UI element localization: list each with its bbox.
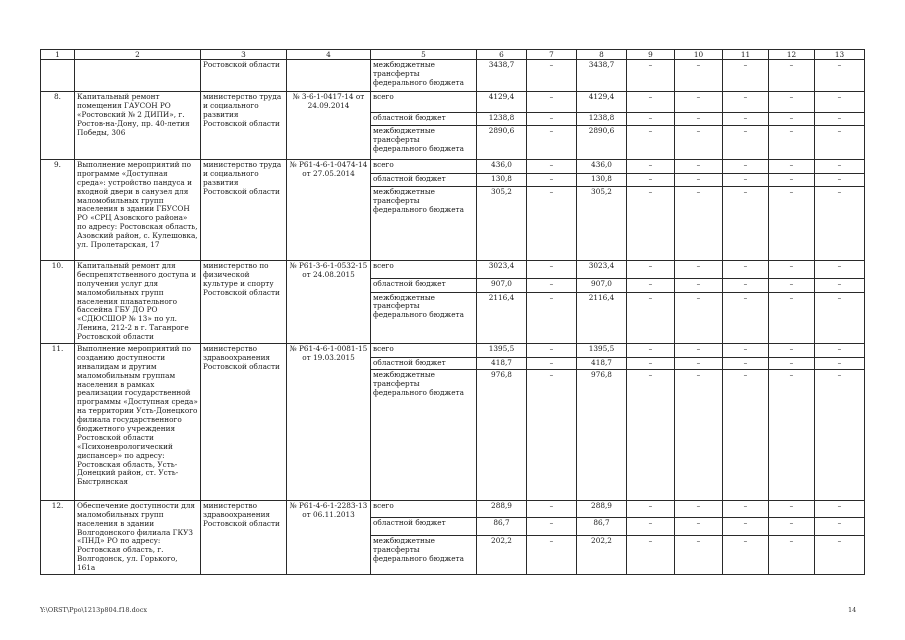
object-name: Обеспечение доступности для маломобильных групп населения в здании Волгодонского филиала ГКУЗ «ПНД» РО по адресу: Ростовская область, г. Волгодонск, ул. Горького, 161а [75,500,201,574]
funding-source: областной бюджет [371,113,477,126]
dash-cell: – [769,187,815,261]
dash-cell: – [627,358,675,370]
dash-cell: – [815,126,865,160]
funding-source: всего [371,160,477,174]
dash-cell: – [723,278,769,292]
column-number: 3 [201,50,287,60]
row-number: 9. [41,160,75,261]
dash-cell: – [769,292,815,344]
dash-cell: – [527,344,577,358]
amount: 4129,4 [577,92,627,113]
ministry: министерство труда и социального развития Ростовской области [201,92,287,160]
table-row [41,261,865,279]
amount: 305,2 [477,187,527,261]
amount: 288,9 [477,500,527,517]
amount: 418,7 [577,358,627,370]
amount: 3438,7 [577,60,627,92]
table-row [41,344,865,358]
dash-cell: – [627,174,675,187]
dash-cell: – [815,261,865,279]
dash-cell: – [815,369,865,500]
dash-cell: – [627,113,675,126]
dash-cell: – [527,60,577,92]
ministry: министерство здравоохранения Ростовской области [201,344,287,501]
dash-cell: – [627,344,675,358]
column-number: 10 [675,50,723,60]
dash-cell: – [627,500,675,517]
ministry: Ростовской области [201,60,287,92]
dash-cell: – [675,517,723,535]
dash-cell: – [675,500,723,517]
funding-source: всего [371,500,477,517]
dash-cell: – [769,500,815,517]
dash-cell: – [723,113,769,126]
dash-cell: – [527,174,577,187]
amount: 3023,4 [477,261,527,279]
object-name: Выполнение мероприятий по программе «Доступная среда»: устройство пандуса и входной двери в санузел для маломобильных групп населения в здании ГБУСОН РО «СРЦ Азовского района» по адресу: Ростовская область, Азовский район, с. Кулешовка, ул. Пролетарская, 17 [75,160,201,261]
amount: 418,7 [477,358,527,370]
row-number: 10. [41,261,75,344]
amount: 2890,6 [577,126,627,160]
dash-cell: – [769,261,815,279]
dash-cell: – [627,535,675,574]
row-number: 8. [41,92,75,160]
dash-cell: – [527,500,577,517]
document-number: № Р61-4-6-1-0081-15 от 19.03.2015 [287,344,371,501]
dash-cell: – [723,126,769,160]
amount: 2116,4 [577,292,627,344]
dash-cell: – [675,369,723,500]
table-row [41,500,865,517]
amount: 436,0 [577,160,627,174]
amount: 86,7 [477,517,527,535]
funding-source: межбюджетные трансферты федерального бюджета [371,369,477,500]
dash-cell: – [627,278,675,292]
document-number: № Р61-3-6-1-0532-15 от 24.08.2015 [287,261,371,344]
amount: 130,8 [477,174,527,187]
amount: 130,8 [577,174,627,187]
document-number: № Р61-4-6-1-0474-14 от 27.05.2014 [287,160,371,261]
dash-cell: – [815,187,865,261]
amount: 907,0 [477,278,527,292]
dash-cell: – [675,113,723,126]
dash-cell: – [769,126,815,160]
dash-cell: – [769,369,815,500]
funding-source: всего [371,344,477,358]
funding-source: межбюджетные трансферты федерального бюджета [371,187,477,261]
dash-cell: – [675,160,723,174]
amount: 288,9 [577,500,627,517]
dash-cell: – [723,92,769,113]
document-number [287,60,371,92]
dash-cell: – [527,517,577,535]
dash-cell: – [723,160,769,174]
amount: 4129,4 [477,92,527,113]
dash-cell: – [815,92,865,113]
amount: 436,0 [477,160,527,174]
column-number-row [41,50,865,60]
dash-cell: – [723,60,769,92]
amount: 3438,7 [477,60,527,92]
amount: 202,2 [577,535,627,574]
dash-cell: – [675,126,723,160]
amount: 976,8 [477,369,527,500]
amount: 976,8 [577,369,627,500]
dash-cell: – [675,344,723,358]
amount: 1395,5 [577,344,627,358]
dash-cell: – [723,369,769,500]
column-number: 2 [75,50,201,60]
amount: 907,0 [577,278,627,292]
dash-cell: – [675,358,723,370]
amount: 2116,4 [477,292,527,344]
column-number: 13 [815,50,865,60]
dash-cell: – [723,174,769,187]
dash-cell: – [815,174,865,187]
amount: 1395,5 [477,344,527,358]
amount: 3023,4 [577,261,627,279]
dash-cell: – [815,60,865,92]
dash-cell: – [527,160,577,174]
funding-table [40,49,865,575]
column-number: 7 [527,50,577,60]
dash-cell: – [815,113,865,126]
dash-cell: – [723,344,769,358]
amount: 1238,8 [577,113,627,126]
dash-cell: – [527,92,577,113]
dash-cell: – [675,292,723,344]
dash-cell: – [527,535,577,574]
dash-cell: – [815,517,865,535]
dash-cell: – [627,292,675,344]
dash-cell: – [723,187,769,261]
dash-cell: – [675,278,723,292]
dash-cell: – [769,278,815,292]
dash-cell: – [723,261,769,279]
column-number: 12 [769,50,815,60]
funding-source: областной бюджет [371,278,477,292]
ministry: министерство здравоохранения Ростовской области [201,500,287,574]
dash-cell: – [527,292,577,344]
funding-source: межбюджетные трансферты федерального бюджета [371,60,477,92]
dash-cell: – [627,369,675,500]
dash-cell: – [815,535,865,574]
dash-cell: – [815,500,865,517]
dash-cell: – [769,344,815,358]
dash-cell: – [675,535,723,574]
dash-cell: – [769,174,815,187]
dash-cell: – [769,60,815,92]
file-path-footer: Y:\ORST\Ppo\1213p804.f18.docx [40,606,148,614]
object-name [75,60,201,92]
dash-cell: – [627,187,675,261]
page-number: 14 [848,606,857,614]
dash-cell: – [769,113,815,126]
dash-cell: – [769,517,815,535]
ministry: министерство труда и социального развития Ростовской области [201,160,287,261]
dash-cell: – [723,358,769,370]
dash-cell: – [627,126,675,160]
dash-cell: – [675,60,723,92]
funding-source: межбюджетные трансферты федерального бюджета [371,292,477,344]
dash-cell: – [723,500,769,517]
dash-cell: – [627,60,675,92]
table-row [41,92,865,113]
column-number: 5 [371,50,477,60]
table-row [41,160,865,174]
object-name: Выполнение мероприятий по созданию доступности инвалидам и другим маломобильным группам населения в рамках реализации государственной программы «Доступная среда» на территории Усть-Донецкого филиала государственного бюджетного учреждения Ростовской области «Психоневрологический диспансер» по адресу: Ростовская область, Усть-Донецкий район, ст. Усть-Быстрянская [75,344,201,501]
column-number: 9 [627,50,675,60]
dash-cell: – [527,261,577,279]
dash-cell: – [815,160,865,174]
dash-cell: – [527,369,577,500]
dash-cell: – [769,92,815,113]
dash-cell: – [527,278,577,292]
row-number: 12. [41,500,75,574]
funding-source: областной бюджет [371,174,477,187]
object-name: Капитальный ремонт для беспрепятственного доступа и получения услуг для маломобильных групп населения плавательного бассейна ГБУ ДО РО «СДЮСШОР № 13» по ул. Ленина, 212-2 в г. Таганроге Ростовской области [75,261,201,344]
table-row [41,60,865,92]
dash-cell: – [527,358,577,370]
dash-cell: – [527,126,577,160]
column-number: 4 [287,50,371,60]
amount: 202,2 [477,535,527,574]
amount: 305,2 [577,187,627,261]
funding-source: межбюджетные трансферты федерального бюджета [371,126,477,160]
object-name: Капитальный ремонт помещения ГАУСОН РО «Ростовский № 2 ДИПИ», г. Ростов-на-Дону, пр. 40-летия Победы, 306 [75,92,201,160]
dash-cell: – [815,278,865,292]
dash-cell: – [627,92,675,113]
funding-source: всего [371,261,477,279]
funding-source: областной бюджет [371,517,477,535]
funding-source: всего [371,92,477,113]
ministry: министерство по физической культуре и спорту Ростовской области [201,261,287,344]
document-number: № 3-6-1-0417-14 от 24.09.2014 [287,92,371,160]
dash-cell: – [723,517,769,535]
dash-cell: – [527,113,577,126]
dash-cell: – [815,344,865,358]
column-number: 11 [723,50,769,60]
dash-cell: – [769,160,815,174]
column-number: 1 [41,50,75,60]
amount: 86,7 [577,517,627,535]
row-number: 11. [41,344,75,501]
column-number: 6 [477,50,527,60]
document-number: № Р61-4-6-1-2283-13 от 06.11.2013 [287,500,371,574]
dash-cell: – [627,517,675,535]
row-number [41,60,75,92]
dash-cell: – [815,292,865,344]
funding-source: областной бюджет [371,358,477,370]
dash-cell: – [527,187,577,261]
column-number: 8 [577,50,627,60]
dash-cell: – [675,187,723,261]
dash-cell: – [815,358,865,370]
dash-cell: – [675,174,723,187]
dash-cell: – [723,535,769,574]
dash-cell: – [627,160,675,174]
dash-cell: – [675,261,723,279]
dash-cell: – [627,261,675,279]
funding-source: межбюджетные трансферты федерального бюджета [371,535,477,574]
amount: 1238,8 [477,113,527,126]
dash-cell: – [723,292,769,344]
dash-cell: – [769,535,815,574]
amount: 2890,6 [477,126,527,160]
dash-cell: – [675,92,723,113]
dash-cell: – [769,358,815,370]
